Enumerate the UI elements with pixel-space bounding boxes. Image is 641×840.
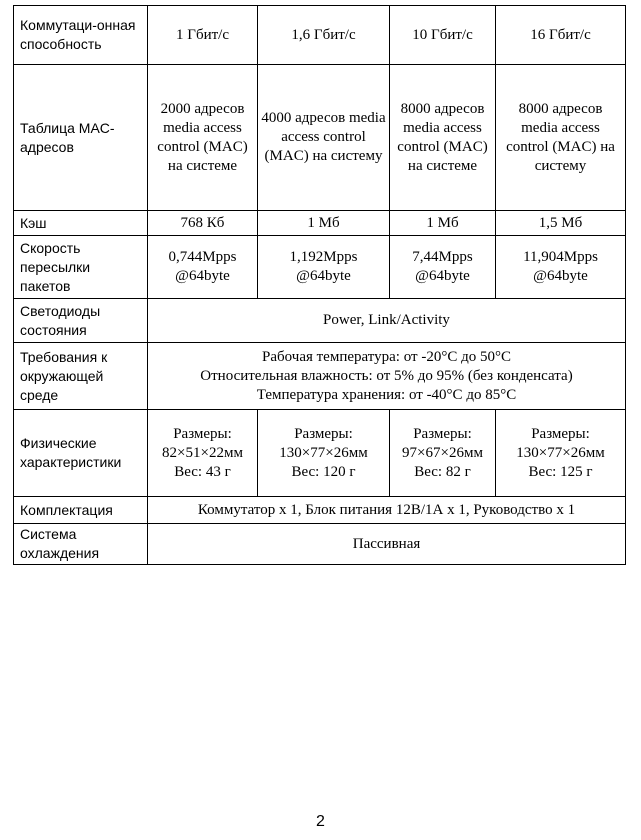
table-cell: 16 Гбит/с [496,6,626,65]
weight: Вес: 125 г [528,463,593,480]
row-label: Светодиоды состояния [14,299,148,343]
table-row [14,211,626,236]
row-label: Коммутаци-онная способность [14,6,148,65]
table-row [14,236,626,299]
specifications-table [13,5,626,565]
table-cell: Пассивная [148,524,626,565]
weight: Вес: 43 г [174,463,231,480]
table-cell: 11,904Mpps @64byte [496,236,626,299]
table-row [14,410,626,497]
table-cell: 1 Мб [258,211,390,236]
table-cell [258,410,390,497]
table-cell: 0,744Mpps @64byte [148,236,258,299]
table-row [14,6,626,65]
dimensions: Размеры: 82×51×22мм [162,425,243,461]
page-number: 2 [316,813,325,830]
weight: Вес: 82 г [414,463,471,480]
row-label: Требования к окружающей среде [14,343,148,410]
row-label: Кэш [14,211,148,236]
table-row [14,524,626,565]
table-cell: 8000 адресов media access control (MAC) на системе [390,65,496,211]
table-cell: 1,5 Мб [496,211,626,236]
dimensions: Размеры: 130×77×26мм [279,425,368,461]
table-cell: 1 Мб [390,211,496,236]
env-operating-temperature: Рабочая температура: от -20°C до 50°C [262,348,511,365]
table-cell: 7,44Mpps @64byte [390,236,496,299]
row-label: Комплектация [14,497,148,524]
env-humidity: Относительная влажность: от 5% до 95% (без конденсата) [200,367,573,384]
weight: Вес: 120 г [291,463,356,480]
table-cell: 768 Кб [148,211,258,236]
row-label: Физические характеристики [14,410,148,497]
table-cell: 4000 адресов media access control (MAC) на систему [258,65,390,211]
table-cell: 2000 адресов media access control (MAC) на системе [148,65,258,211]
table-cell: 1,6 Гбит/с [258,6,390,65]
table-row [14,299,626,343]
table-cell: 10 Гбит/с [390,6,496,65]
table-row [14,497,626,524]
table-cell: 8000 адресов media access control (MAC) на систему [496,65,626,211]
row-label: Скорость пересылки пакетов [14,236,148,299]
table-cell [148,343,626,410]
table-cell: Power, Link/Activity [148,299,626,343]
table-cell: Коммутатор х 1, Блок питания 12В/1А х 1, Руководство х 1 [148,497,626,524]
table-cell [390,410,496,497]
table-row [14,343,626,410]
dimensions: Размеры: 97×67×26мм [402,425,483,461]
table-cell: 1 Гбит/с [148,6,258,65]
row-label: Система охлаждения [14,524,148,565]
table-row [14,65,626,211]
table-cell [148,410,258,497]
dimensions: Размеры: 130×77×26мм [516,425,605,461]
table-cell: 1,192Mpps @64byte [258,236,390,299]
env-storage-temperature: Температура хранения: от -40°C до 85°C [256,386,517,403]
table-cell [496,410,626,497]
row-label: Таблица MAC-адресов [14,65,148,211]
